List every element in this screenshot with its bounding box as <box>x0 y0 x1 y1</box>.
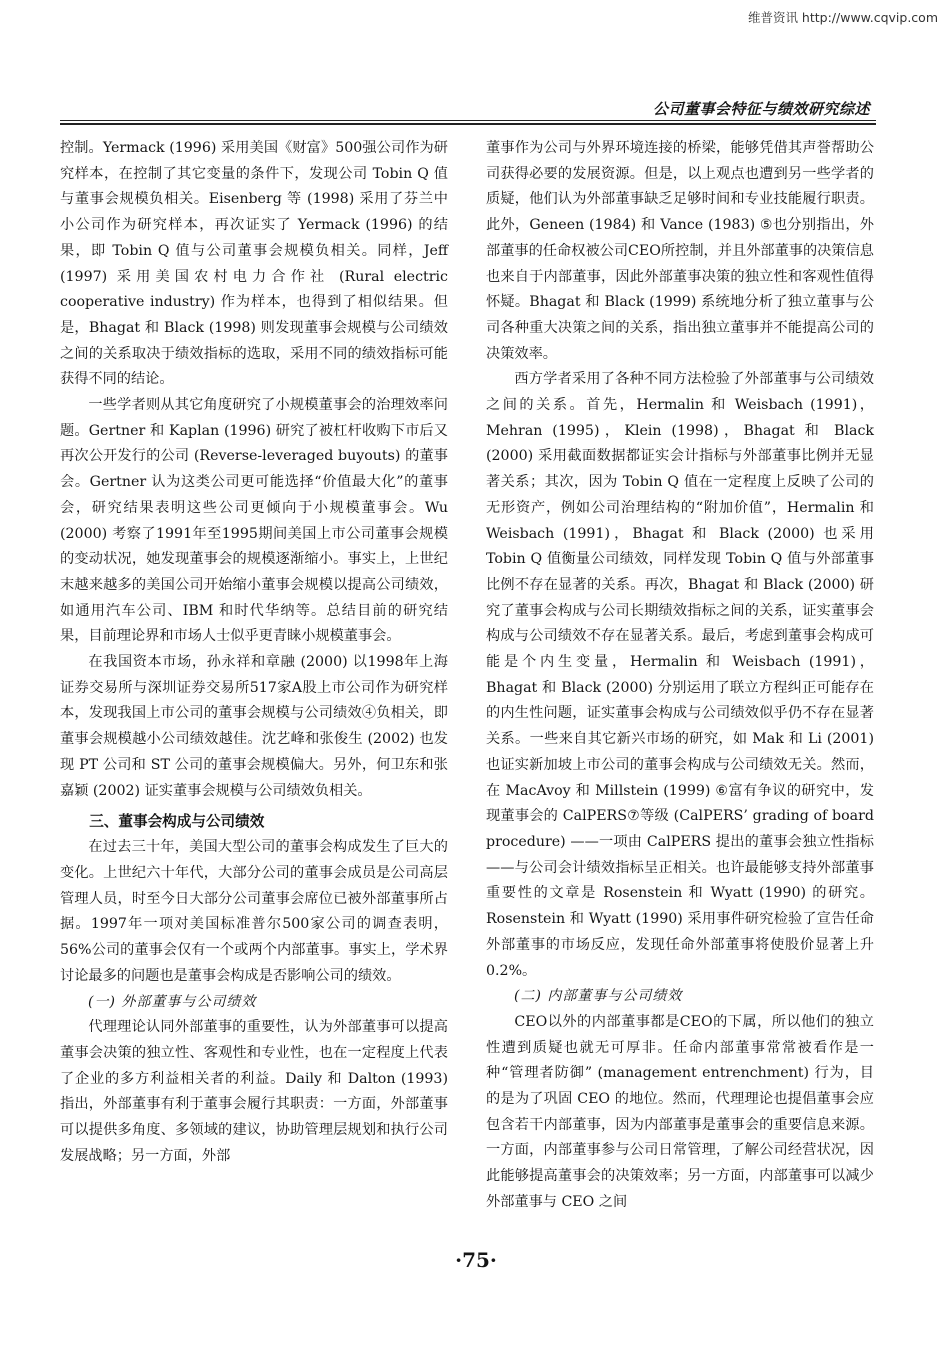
watermark: 维普资讯 http://www.cqvip.com <box>747 10 938 25</box>
paragraph: CEO以外的内部董事都是CEO的下属，所以他们的独立性遭到质疑也就无可厚非。任命内部董事常常被看作是一种“管理者防御” (management entrenchment) 行为，目的是为了巩固 CEO 的地位。然而，代理理论也提倡董事会应包含若干内部董事，因为内部董事是董事会的重要信息来源。一方面，内部董事参与公司日常管理，了解公司经营状况，因此能够提高董事会的决策效率；另一方面，内部董事可以减少外部董事与 CEO 之间 <box>486 1013 874 1210</box>
paragraph: 一些学者则从其它角度研究了小规模董事会的治理效率问题。Gertner 和 Kaplan (1996) 研究了被杠杆收购下市后又再次公开发行的公司 (Reverse-leveraged buyouts) 的董事会。Gertner 认为这类公司更可能选择“价值最大化”的董事会，研究结果表明这些公司更倾向于小规模董事会。Wu (2000) 考察了1991年至1995期间美国上市公司董事会规模的变动状况，她发现董事会的规模逐渐缩小。事实上，上世纪末越来越多的美国公司开始缩小董事会规模以提高公司绩效，如通用汽车公司、IBM 和时代华纳等。总结目前的研究结果，目前理论界和市场人士似乎更青睐小规模董事会。 <box>60 397 448 645</box>
paragraph: 代理理论认同外部董事的重要性，认为外部董事可以提高董事会决策的独立性、客观性和专业性，也在一定程度上代表了企业的多方利益相关者的利益。Daily 和 Dalton (1993) 指出，外部董事有利于董事会履行其职责：一方面，外部董事可以提供多角度、多领域的建议，协助管理层规划和执行公司发展战略；另一方面，外部 <box>60 1019 448 1164</box>
page-number: ·75· <box>455 1248 497 1272</box>
right-column <box>486 136 874 1216</box>
paragraph: 西方学者采用了各种不同方法检验了外部董事与公司绩效之间的关系。首先，Hermalin 和 Weisbach (1991)，Mehran (1995)，Klein (1998)，Bhagat 和 Black (2000) 采用截面数据都证实会计指标与外部董事比例并无显著关系；其次，因为 Tobin Q 值在一定程度上反映了公司的无形资产，例如公司治理结构的“附加价值”，Hermalin 和 Weisbach (1991)，Bhagat 和 Black (2000) 也采用 Tobin Q 值衡量公司绩效，同样发现 Tobin Q 值与外部董事比例不存在显著的关系。再次，Bhagat 和 Black (2000) 研究了董事会构成与公司长期绩效指标之间的关系，证实董事会构成与公司绩效不存在显著关系。最后，考虑到董事会构成可能是个内生变量，Hermalin 和 Weisbach (1991)，Bhagat 和 Black (2000) 分别运用了联立方程纠正可能存在的内生性问题，证实董事会构成与公司绩效似乎仍不存在显著关系。一些来自其它新兴市场的研究，如 Mak 和 Li (2001) 也证实新加坡上市公司的董事会构成与公司绩效无关。然而，在 MacAvoy 和 Millstein (1999) ⑥富有争议的研究中，发现董事会的 CalPERS⑦等级 (CalPERS’ grading of board procedure) ——一项由 CalPERS 提出的董事会独立性指标——与公司会计绩效指标呈正相关。也许最能够支持外部董事重要性的文章是 Rosenstein 和 Wyatt (1990) 的研究。Rosenstein 和 Wyatt (1990) 采用事件研究检验了宣告任命外部董事的市场反应，发现任命外部董事将使股价显著上升0.2%。 <box>486 371 874 979</box>
subsection-heading: (一) 外部董事与公司绩效 <box>88 993 257 1010</box>
subsection-heading: (二) 内部董事与公司绩效 <box>514 988 683 1005</box>
section-heading: 三、董事会构成与公司绩效 <box>89 813 265 831</box>
left-column <box>60 136 448 1169</box>
header-rule-thick <box>60 123 876 125</box>
paragraph: 在我国资本市场，孙永祥和章融 (2000) 以1998年上海证券交易所与深圳证券交易所517家A股上市公司作为研究样本，发现我国上市公司的董事会规模与公司绩效④负相关，即董事会规模越小公司绩效越佳。沈艺峰和张俊生 (2002) 也发现 PT 公司和 ST 公司的董事会规模偏大。另外，何卫东和张嘉颖 (2002) 证实董事会规模与公司绩效负相关。 <box>60 654 448 799</box>
running-head: 公司董事会特征与绩效研究综述 <box>652 100 870 118</box>
paragraph: 控制。Yermack (1996) 采用美国《财富》500强公司作为研究样本，在控制了其它变量的条件下，发现公司 Tobin Q 值与董事会规模负相关。Eisenberg 等 (1998) 采用了芬兰中小公司作为研究样本，再次证实了 Yermack (1996) 的结果，即 Tobin Q 值与公司董事会规模负相关。同样，Jeff (1997) 采用美国农村电力合作社 (Rural electric cooperative industry) 作为样本，也得到了相似结果。但是，Bhagat 和 Black (1998) 则发现董事会规模与公司绩效之间的关系取决于绩效指标的选取，采用不同的绩效指标可能获得不同的结论。 <box>60 140 448 388</box>
header-rule <box>60 120 876 121</box>
paragraph: 在过去三十年，美国大型公司的董事会构成发生了巨大的变化。上世纪六十年代，大部分公司的董事会成员是公司高层管理人员，时至今日大部分公司董事会席位已被外部董事所占据。1997年一项对美国标准普尔500家公司的调查表明，56%公司的董事会仅有一个或两个内部董事。事实上，学术界讨论最多的问题也是董事会构成是否影响公司的绩效。 <box>60 839 448 984</box>
paragraph: 董事作为公司与外界环境连接的桥梁，能够凭借其声誉帮助公司获得必要的发展资源。但是，以上观点也遭到另一些学者的质疑，他们认为外部董事缺乏足够时间和专业技能履行职责。此外，Geneen (1984) 和 Vance (1983) ⑤也分别指出，外部董事的任命权被公司CEO所控制，并且外部董事的决策信息也来自于内部董事，因此外部董事决策的独立性和客观性值得怀疑。Bhagat 和 Black (1999) 系统地分析了独立董事与公司各种重大决策之间的关系，指出独立董事并不能提高公司的决策效率。 <box>486 140 874 362</box>
